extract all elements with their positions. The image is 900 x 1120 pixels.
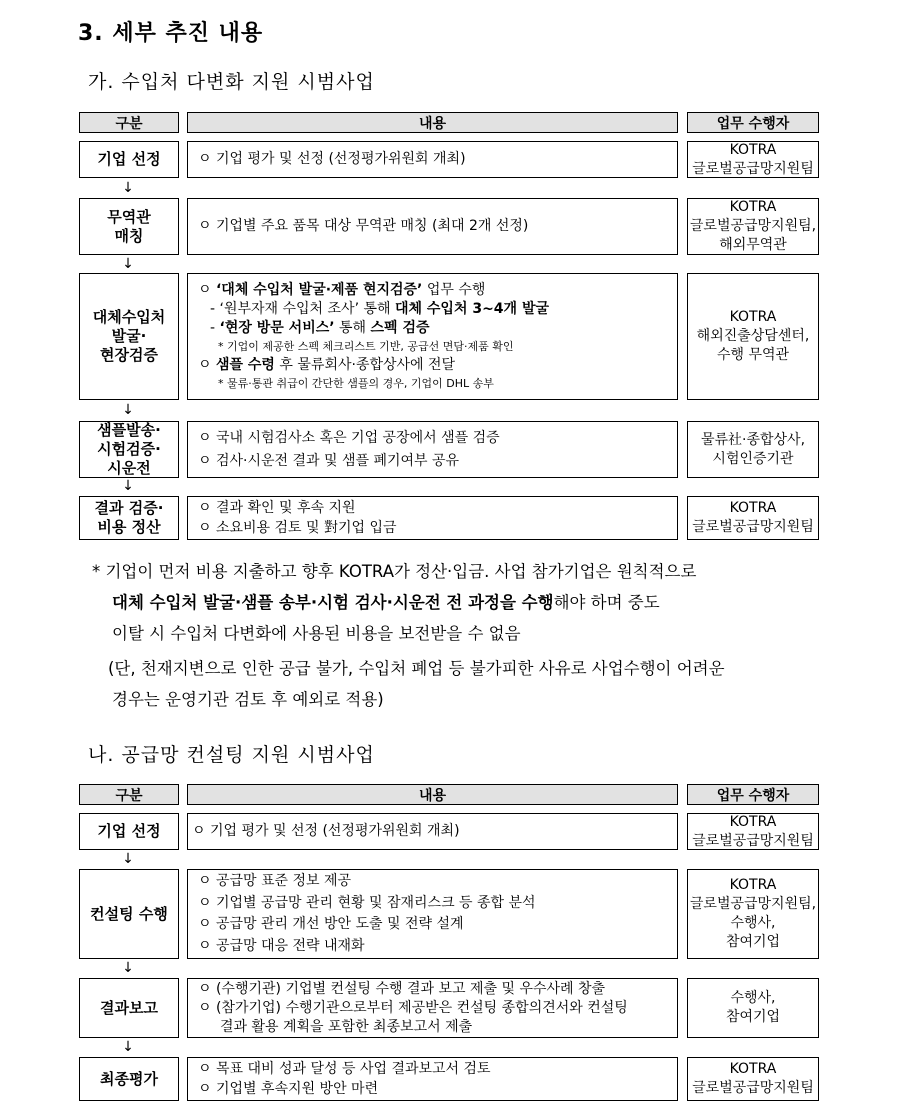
header-performer: 업무 수행자 bbox=[687, 784, 819, 805]
row-label bbox=[79, 978, 179, 1038]
content-line: ㅇ 기업 평가 및 선정 (선정평가위원회 개최) bbox=[192, 823, 460, 839]
label-line: 매칭 bbox=[114, 226, 144, 245]
performer-line: KOTRA bbox=[729, 877, 777, 893]
performer-line: 해외진출상담센터, bbox=[696, 328, 810, 344]
section-b-heading: 나. 공급망 컨설팅 지원 시범사업 bbox=[88, 744, 375, 766]
performer-line: 글로벌공급망지원팀, bbox=[689, 896, 817, 912]
label-line: 컨설팅 수행 bbox=[90, 904, 168, 923]
performer-line: 글로벌공급망지원팀, bbox=[689, 218, 817, 234]
performer-line: KOTRA bbox=[729, 1061, 777, 1077]
row-label bbox=[79, 869, 179, 959]
row-performer bbox=[687, 273, 819, 400]
row-content bbox=[187, 198, 678, 255]
content-line: ㅇ 검사·시운전 결과 및 샘플 폐기여부 공유 bbox=[198, 452, 460, 469]
row-performer bbox=[687, 978, 819, 1038]
arrow-down-icon: ↓ bbox=[122, 402, 134, 418]
performer-line: KOTRA bbox=[729, 500, 777, 516]
label-line: 시운전 bbox=[107, 459, 151, 477]
label-line: 대체수입처 bbox=[92, 308, 166, 326]
content-line: ㅇ 기업 평가 및 선정 (선정평가위원회 개최) bbox=[198, 151, 466, 167]
label-line: 기업 선정 bbox=[97, 150, 161, 168]
row-performer bbox=[687, 813, 819, 850]
row-performer bbox=[687, 496, 819, 540]
row-content bbox=[187, 1057, 678, 1101]
row-label bbox=[79, 198, 179, 255]
arrow-down-icon: ↓ bbox=[122, 1039, 134, 1055]
row-label bbox=[79, 421, 179, 478]
row-performer bbox=[687, 141, 819, 178]
performer-line: KOTRA bbox=[729, 141, 777, 158]
arrow-down-icon: ↓ bbox=[122, 180, 134, 196]
performer-line: 시험인증기관 bbox=[712, 450, 794, 467]
row-content bbox=[187, 869, 678, 959]
content-line: - ‘원부자재 수입처 조사’ 통해 대체 수입처 3~4개 발굴 bbox=[210, 300, 549, 317]
row-label bbox=[79, 141, 179, 178]
content-line: ㅇ 공급망 대응 전략 내재화 bbox=[198, 937, 365, 954]
row-content bbox=[187, 273, 678, 400]
performer-line: 수행 무역관 bbox=[716, 347, 790, 363]
header-content: 내용 bbox=[187, 784, 678, 805]
note-line: 이탈 시 수입처 다변화에 사용된 비용을 보전받을 수 없음 bbox=[112, 624, 521, 643]
note-line: 대체 수입처 발굴·샘플 송부·시험 검사·시운전 전 과정을 수행해야 하며 중도 bbox=[112, 593, 660, 612]
content-line: ㅇ 소요비용 검토 및 對기업 입금 bbox=[198, 520, 397, 536]
label-line: 비용 정산 bbox=[97, 518, 161, 536]
performer-line: 물류社·종합상사, bbox=[700, 431, 806, 448]
content-line: ㅇ (수행기관) 기업별 컨설팅 수행 결과 보고 제출 및 우수사례 창출 bbox=[198, 980, 606, 997]
note-line: (단, 천재지변으로 인한 공급 불가, 수입처 폐업 등 불가피한 사유로 사업수행이 어려운 bbox=[108, 659, 725, 678]
content-line: ㅇ 공급망 관리 개선 방안 도출 및 전략 설계 bbox=[198, 916, 464, 932]
content-line: ㅇ 결과 확인 및 후속 지원 bbox=[198, 500, 356, 516]
label-line: 무역관 bbox=[107, 207, 151, 226]
content-line: ㅇ 기업별 후속지원 방안 마련 bbox=[198, 1081, 379, 1097]
row-performer bbox=[687, 869, 819, 959]
content-line: ㅇ 국내 시험검사소 혹은 기업 공장에서 샘플 검증 bbox=[198, 429, 500, 446]
content-line: ㅇ ‘대체 수입처 발굴·제품 현지검증’ 업무 수행 bbox=[198, 281, 486, 298]
performer-line: KOTRA bbox=[729, 309, 777, 325]
arrow-down-icon: ↓ bbox=[122, 256, 134, 272]
note-line: * 기업이 먼저 비용 지출하고 향후 KOTRA가 정산·입금. 사업 참가기업은 원칙적으로 bbox=[92, 562, 697, 581]
content-line: 결과 활용 계획을 포함한 최종보고서 제출 bbox=[220, 1018, 473, 1035]
performer-line: 참여기업 bbox=[725, 934, 781, 950]
row-content bbox=[187, 496, 678, 540]
row-label bbox=[79, 1057, 179, 1101]
note-line: 경우는 운영기관 검토 후 예외로 적용) bbox=[112, 690, 384, 709]
performer-line: 글로벌공급망지원팀 bbox=[692, 1080, 814, 1096]
performer-line: 수행사, bbox=[730, 915, 776, 931]
performer-line: 수행사, bbox=[730, 990, 776, 1006]
content-line: ㅇ 기업별 공급망 관리 현황 및 잠재리스크 등 종합 분석 bbox=[198, 894, 536, 911]
arrow-down-icon: ↓ bbox=[122, 478, 134, 494]
performer-line: 글로벌공급망지원팀 bbox=[692, 160, 814, 177]
row-content bbox=[187, 421, 678, 478]
content-line: ㅇ 목표 대비 성과 달성 등 사업 결과보고서 검토 bbox=[198, 1061, 491, 1077]
label-line: 결과보고 bbox=[100, 998, 158, 1017]
content-line: ㅇ 기업별 주요 품목 대상 무역관 매칭 (최대 2개 선정) bbox=[198, 218, 529, 234]
header-performer: 업무 수행자 bbox=[687, 112, 819, 133]
row-performer bbox=[687, 421, 819, 478]
page-title: 3. 세부 추진 내용 bbox=[78, 21, 264, 46]
performer-line: KOTRA bbox=[729, 199, 777, 215]
section-a-heading: 가. 수입처 다변화 지원 시범사업 bbox=[88, 71, 375, 93]
content-line: ㅇ (참가기업) 수행기관으로부터 제공받은 컨설팅 종합의견서와 컨설팅 bbox=[198, 999, 628, 1016]
content-footnote: * 물류·통관 취급이 간단한 샘플의 경우, 기업이 DHL 송부 bbox=[218, 376, 494, 390]
row-label bbox=[79, 496, 179, 540]
row-content bbox=[187, 141, 678, 178]
arrow-down-icon: ↓ bbox=[122, 960, 134, 976]
row-performer bbox=[687, 198, 819, 255]
row-content bbox=[187, 813, 678, 850]
performer-line: 글로벌공급망지원팀 bbox=[692, 519, 814, 535]
label-line: 샘플발송· bbox=[97, 421, 161, 439]
performer-line: KOTRA bbox=[729, 813, 777, 830]
arrow-down-icon: ↓ bbox=[122, 851, 134, 867]
row-label bbox=[79, 813, 179, 850]
label-line: 현장검증 bbox=[100, 346, 158, 364]
row-content bbox=[187, 978, 678, 1038]
content-line: ㅇ 샘플 수령 후 물류회사·종합상사에 전달 bbox=[198, 356, 456, 373]
label-line: 결과 검증· bbox=[94, 499, 164, 517]
row-label bbox=[79, 273, 179, 400]
content-line: - ‘현장 방문 서비스’ 통해 스펙 검증 bbox=[210, 319, 430, 336]
label-line: 기업 선정 bbox=[97, 822, 161, 840]
label-line: 최종평가 bbox=[100, 1069, 158, 1088]
performer-line: 참여기업 bbox=[725, 1009, 781, 1025]
header-category: 구분 bbox=[79, 784, 179, 805]
header-category: 구분 bbox=[79, 112, 179, 133]
content-line: ㅇ 공급망 표준 정보 제공 bbox=[198, 873, 352, 889]
label-line: 발굴· bbox=[111, 327, 147, 345]
label-line: 시험검증· bbox=[97, 440, 161, 458]
content-footnote: * 기업이 제공한 스펙 체크리스트 기반, 공급선 면담·제품 확인 bbox=[218, 339, 514, 353]
performer-line: 해외무역관 bbox=[719, 237, 787, 253]
performer-line: 글로벌공급망지원팀 bbox=[692, 832, 814, 849]
note-block bbox=[92, 556, 725, 715]
header-content: 내용 bbox=[187, 112, 678, 133]
row-performer bbox=[687, 1057, 819, 1101]
